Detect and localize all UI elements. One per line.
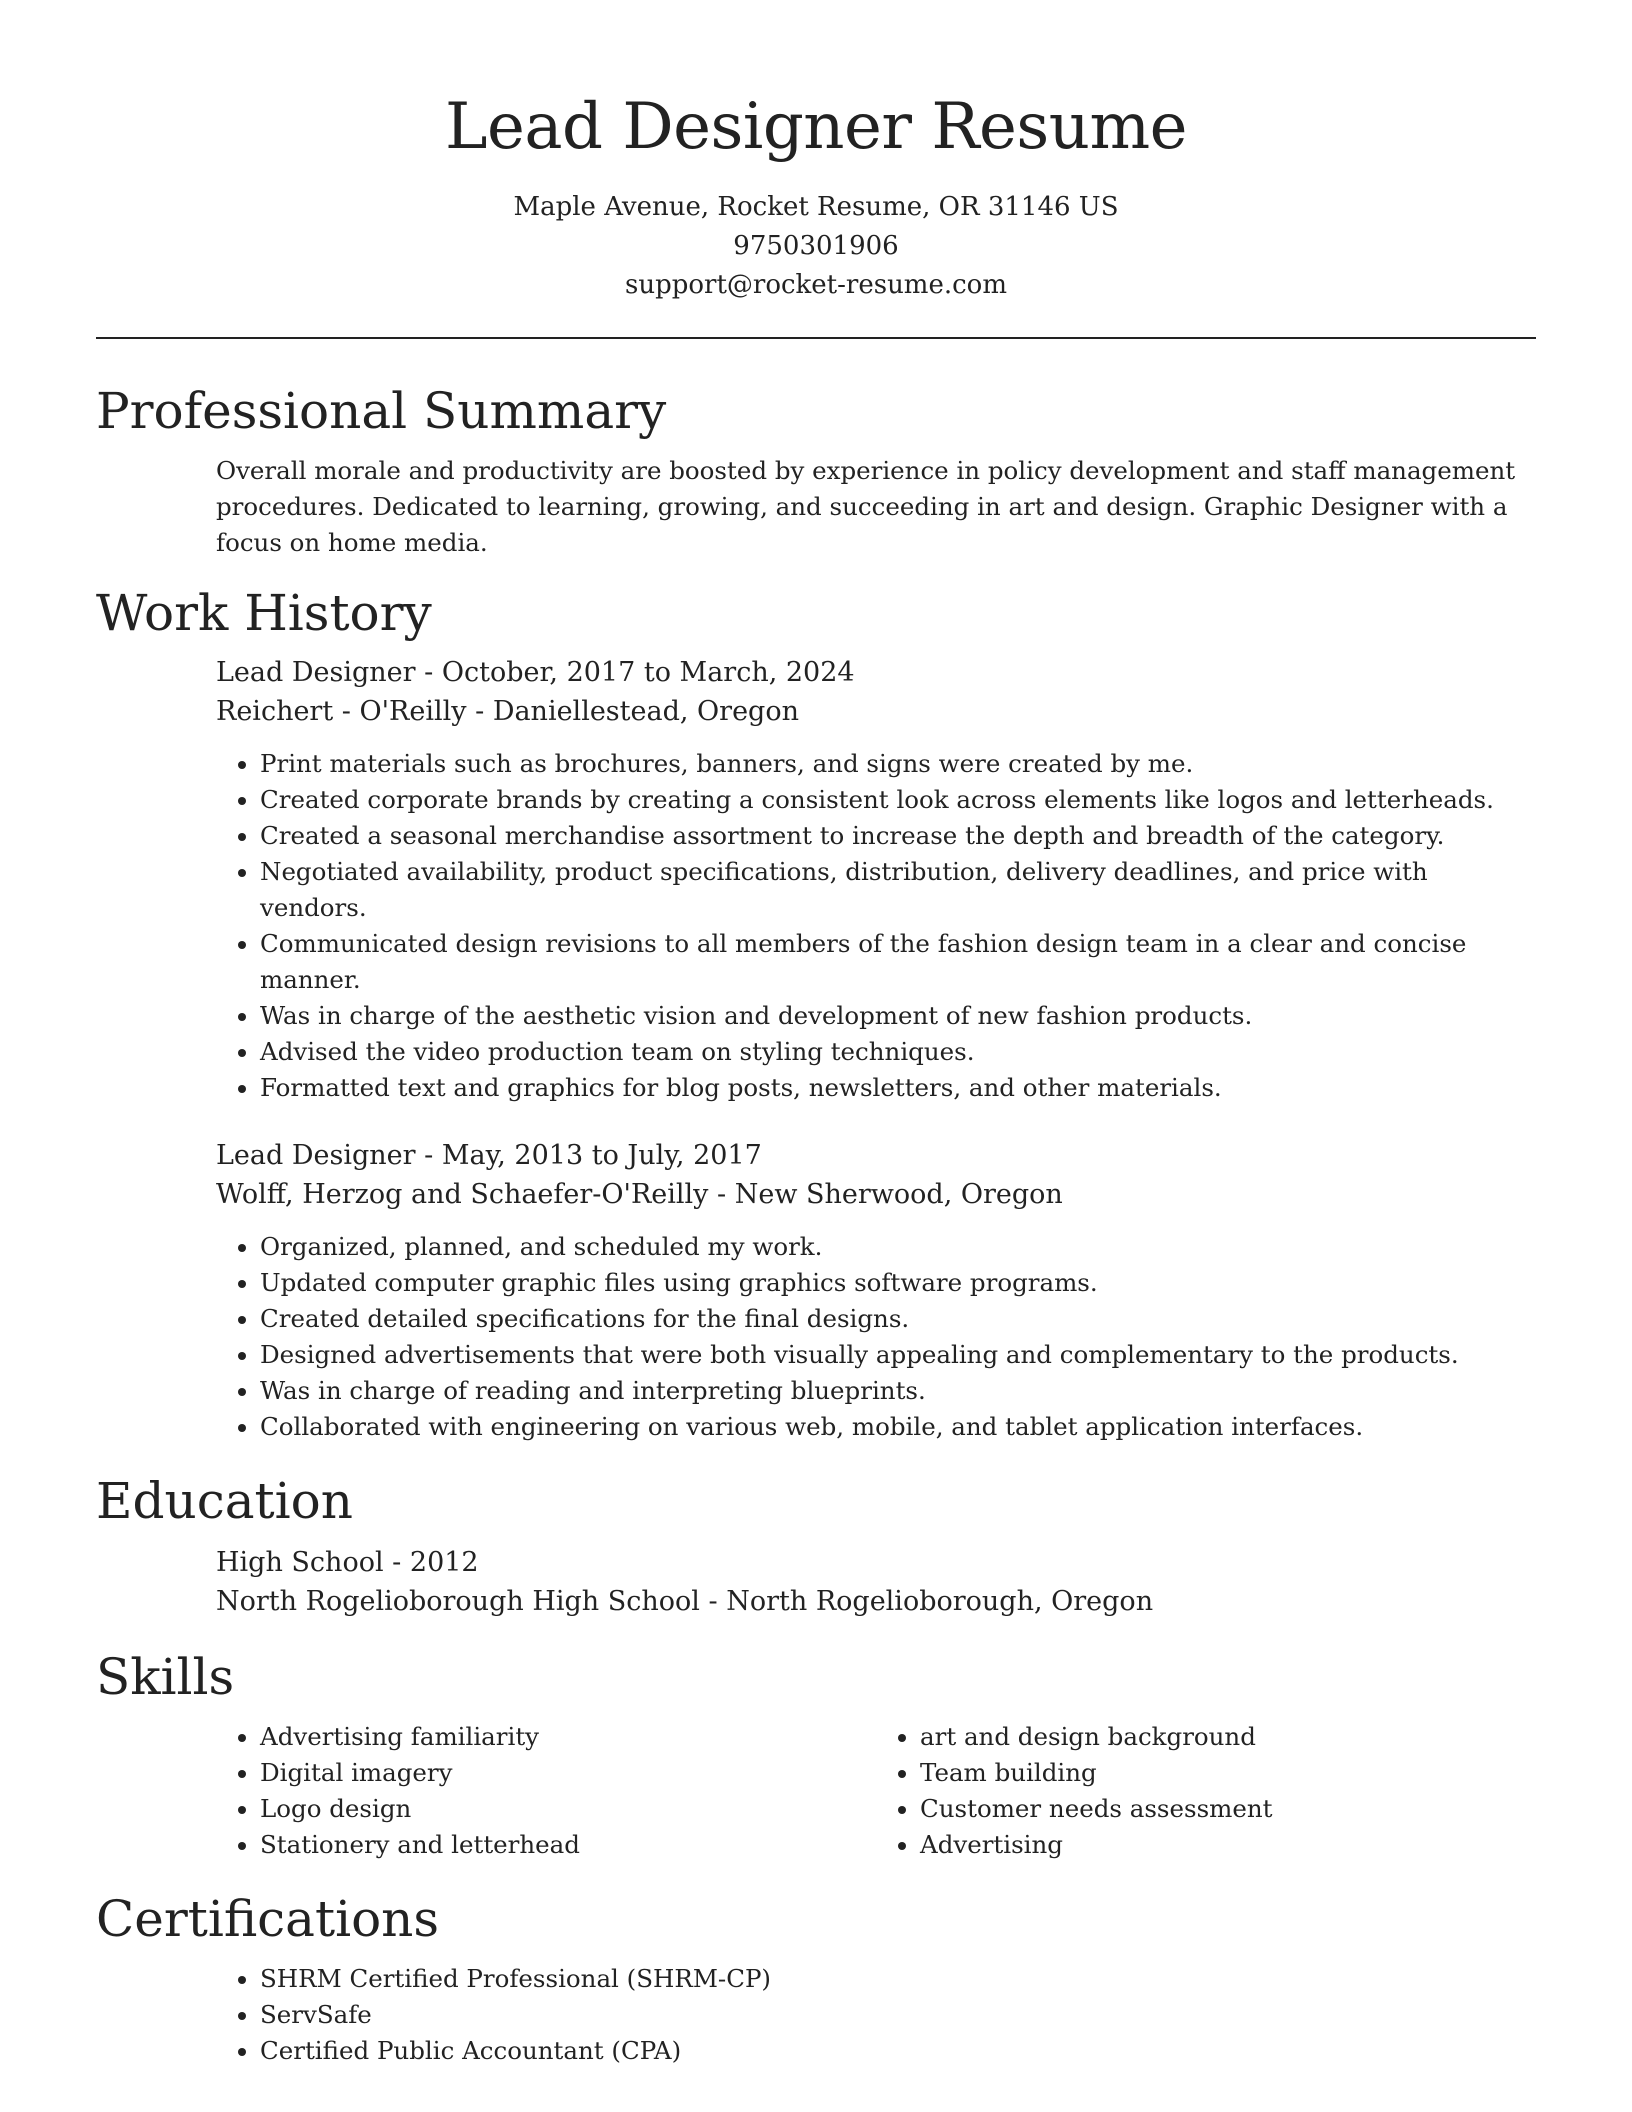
list-item: • Negotiated availability, product specifications, distribution, delivery deadlines, and price with vendors. xyxy=(260,854,1536,926)
job-title-line: Lead Designer - May, 2013 to July, 2017 xyxy=(216,1140,762,1171)
education-section xyxy=(96,1467,1536,1621)
list-item: • Team building xyxy=(920,1755,1536,1791)
contact-address: Maple Avenue, Rocket Resume, OR 31146 US xyxy=(513,192,1119,222)
job-title: Lead Designer xyxy=(216,657,416,688)
work-history-section xyxy=(96,579,1536,1445)
resume-title: Lead Designer Resume xyxy=(444,90,1188,164)
job-title: Lead Designer xyxy=(216,1140,416,1171)
job-dates: October, 2017 to March, 2024 xyxy=(441,657,855,688)
job-bullets xyxy=(216,1229,1536,1445)
education-year: 2012 xyxy=(409,1547,479,1578)
list-item: • Certified Public Accountant (CPA) xyxy=(260,2033,1536,2069)
list-item: • Created detailed specifications for the final designs. xyxy=(260,1301,1536,1337)
certifications-heading: Certifications xyxy=(96,1890,440,1948)
list-item: • Logo design xyxy=(260,1791,876,1827)
list-item: • Designed advertisements that were both visually appealing and complementary to the products. xyxy=(260,1337,1536,1373)
summary-text: Overall morale and productivity are boosted by experience in policy development and staff management procedures. Dedicated to learning, growing, and succeeding in art and design. Graphic Designer with a focus on home media. xyxy=(216,456,1516,557)
summary-section xyxy=(96,377,1536,561)
education-entry xyxy=(96,1543,1536,1621)
education-degree: High School xyxy=(216,1547,384,1578)
job-entry xyxy=(96,1136,1536,1445)
list-item: • Created corporate brands by creating a consistent look across elements like logos and letterheads. xyxy=(260,782,1536,818)
list-item: • Customer needs assessment xyxy=(920,1791,1536,1827)
certifications-list xyxy=(216,1961,1536,2069)
job-dates: May, 2013 to July, 2017 xyxy=(441,1140,762,1171)
education-school: North Rogelioborough High School xyxy=(216,1586,700,1617)
skills-right-column xyxy=(876,1719,1536,1863)
list-item: • Advertising xyxy=(920,1827,1536,1863)
skills-grid xyxy=(96,1719,1536,1863)
job-company-line: Wolff, Herzog and Schaefer-O'Reilly - New Sherwood, Oregon xyxy=(216,1179,1063,1210)
work-history-heading: Work History xyxy=(96,584,432,642)
education-location: North Rogelioborough, Oregon xyxy=(726,1586,1154,1617)
list-item: • Created a seasonal merchandise assortment to increase the depth and breadth of the category. xyxy=(260,818,1536,854)
list-item: • Advertising familiarity xyxy=(260,1719,876,1755)
job-company: Reichert - O'Reilly xyxy=(216,696,467,727)
list-item: • Advised the video production team on styling techniques. xyxy=(260,1034,1536,1070)
job-entry xyxy=(96,653,1536,1106)
list-item: • Print materials such as brochures, banners, and signs were created by me. xyxy=(260,746,1536,782)
contact-phone: 9750301906 xyxy=(733,231,899,261)
job-title-line: Lead Designer - October, 2017 to March, 2024 xyxy=(216,657,855,688)
list-item: • art and design background xyxy=(920,1719,1536,1755)
list-item: • Updated computer graphic files using graphics software programs. xyxy=(260,1265,1536,1301)
job-company-line: Reichert - O'Reilly - Daniellestead, Oregon xyxy=(216,696,799,727)
list-item: • Collaborated with engineering on various web, mobile, and tablet application interfaces. xyxy=(260,1409,1536,1445)
list-item: • Digital imagery xyxy=(260,1755,876,1791)
resume-header xyxy=(96,84,1536,305)
summary-heading: Professional Summary xyxy=(96,382,667,440)
job-bullets xyxy=(216,746,1536,1106)
skills-left-column xyxy=(216,1719,876,1863)
list-item: • Communicated design revisions to all members of the fashion design team in a clear and concise manner. xyxy=(260,926,1536,998)
job-company: Wolff, Herzog and Schaefer-O'Reilly xyxy=(216,1179,709,1210)
list-item: • SHRM Certified Professional (SHRM-CP) xyxy=(260,1961,1536,1997)
job-location: Daniellestead, Oregon xyxy=(492,696,799,727)
list-item: • Was in charge of reading and interpreting blueprints. xyxy=(260,1373,1536,1409)
contact-block xyxy=(96,188,1536,305)
contact-email: support@rocket-resume.com xyxy=(624,270,1007,300)
list-item: • Organized, planned, and scheduled my work. xyxy=(260,1229,1536,1265)
list-item: • Stationery and letterhead xyxy=(260,1827,876,1863)
list-item: • ServSafe xyxy=(260,1997,1536,2033)
certifications-section xyxy=(96,1885,1536,2069)
header-divider xyxy=(96,337,1536,339)
education-school-line: North Rogelioborough High School - North Rogelioborough, Oregon xyxy=(216,1586,1154,1617)
skills-heading: Skills xyxy=(96,1648,235,1706)
list-item: • Was in charge of the aesthetic vision and development of new fashion products. xyxy=(260,998,1536,1034)
education-degree-line: High School - 2012 xyxy=(216,1547,479,1578)
list-item: • Formatted text and graphics for blog posts, newsletters, and other materials. xyxy=(260,1070,1536,1106)
job-location: New Sherwood, Oregon xyxy=(734,1179,1063,1210)
skills-section xyxy=(96,1643,1536,1863)
education-heading: Education xyxy=(96,1472,353,1530)
